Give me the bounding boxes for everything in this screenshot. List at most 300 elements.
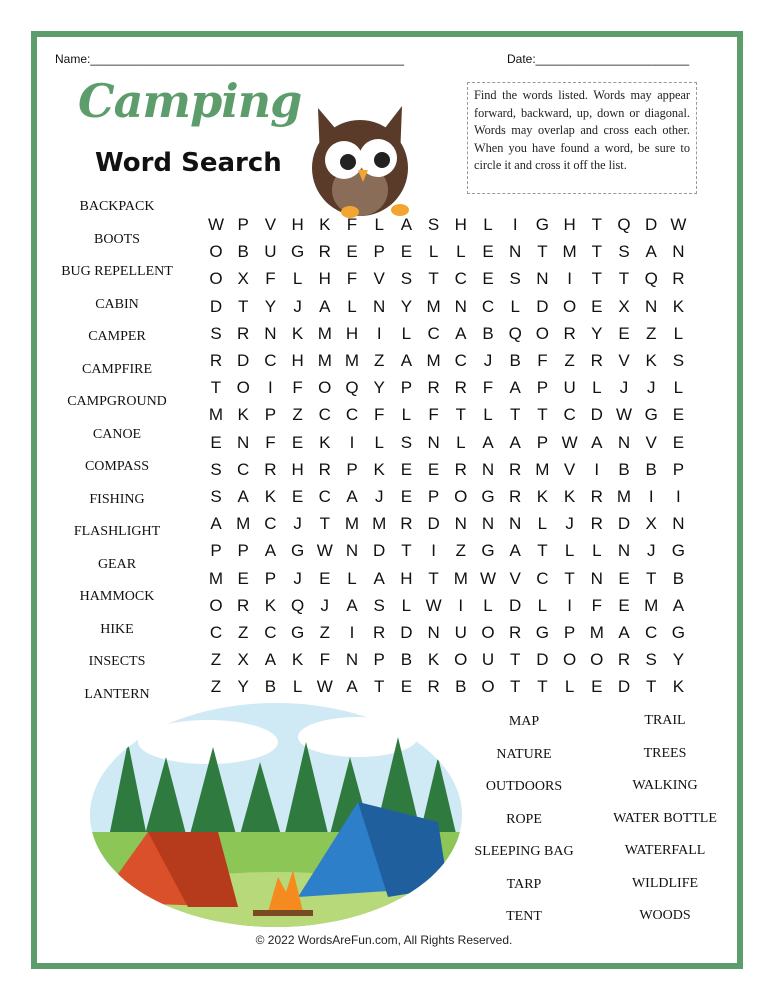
grid-letter: D xyxy=(427,514,440,534)
grid-letter: E xyxy=(618,568,630,588)
grid-letter: G xyxy=(535,623,549,642)
grid-letter: R xyxy=(509,487,522,506)
grid-letter: S xyxy=(210,459,222,479)
grid-letter: T xyxy=(618,269,630,289)
grid-letter: M xyxy=(344,351,360,370)
grid-letter: V xyxy=(509,568,521,588)
word-list-item: ROPE xyxy=(506,811,542,827)
grid-letter: W xyxy=(479,568,497,588)
grid-letter: E xyxy=(400,459,413,479)
grid-letter: L xyxy=(401,323,412,343)
grid-letter: K xyxy=(536,487,549,506)
grid-letter: B xyxy=(400,650,413,670)
grid-letter: H xyxy=(400,568,413,588)
grid-letter: M xyxy=(208,568,224,588)
grid-letter: G xyxy=(481,541,495,561)
grid-letter: N xyxy=(454,296,467,316)
grid-letter: C xyxy=(563,405,576,425)
grid-letter: I xyxy=(512,215,518,234)
grid-letter: V xyxy=(264,215,277,234)
grid-letter: H xyxy=(563,215,576,234)
grid-letter: L xyxy=(292,269,303,289)
grid-letter: O xyxy=(481,677,495,697)
grid-letter: T xyxy=(428,568,439,588)
word-list-item: HIKE xyxy=(100,621,134,637)
grid-letter: K xyxy=(672,296,685,316)
grid-letter: D xyxy=(509,595,522,615)
word-list-item: WOODS xyxy=(639,908,691,923)
grid-letter: A xyxy=(482,432,494,452)
grid-letter: P xyxy=(210,541,222,561)
grid-letter: F xyxy=(428,405,439,425)
grid-letter: N xyxy=(481,514,495,534)
grid-letter: M xyxy=(317,323,332,343)
grid-letter: C xyxy=(481,296,495,316)
word-list-item: COMPASS xyxy=(84,459,150,474)
grid-letter: A xyxy=(509,432,521,452)
grid-letter: L xyxy=(401,595,412,615)
grid-letter: P xyxy=(264,568,277,588)
grid-letter: T xyxy=(537,677,548,697)
grid-letter: R xyxy=(590,487,603,506)
grid-letter: J xyxy=(646,378,656,398)
grid-letter: G xyxy=(290,242,305,262)
date-field: Date:_______________________ xyxy=(507,52,690,66)
grid-letter: L xyxy=(592,378,602,398)
word-list-item: TENT xyxy=(506,909,542,924)
grid-letter: R xyxy=(590,514,603,534)
grid-letter: T xyxy=(509,677,521,697)
grid-letter: A xyxy=(210,514,222,534)
grid-letter: T xyxy=(237,296,249,316)
grid-letter: R xyxy=(318,459,331,479)
grid-letter: K xyxy=(645,351,657,370)
word-list-item: NATURE xyxy=(496,746,552,762)
grid-letter: E xyxy=(237,568,249,588)
grid-letter: J xyxy=(293,568,302,588)
grid-letter: B xyxy=(645,459,657,479)
grid-letter: L xyxy=(456,432,466,452)
grid-letter: F xyxy=(591,595,602,615)
grid-letter: E xyxy=(672,432,685,452)
grid-letter: N xyxy=(237,432,250,452)
grid-letter: I xyxy=(594,459,600,479)
grid-letter: F xyxy=(482,378,494,398)
grid-letter: W xyxy=(561,432,578,452)
grid-letter: Q xyxy=(617,215,631,234)
grid-letter: B xyxy=(264,677,277,697)
grid-letter: B xyxy=(237,242,249,262)
word-list-item: WILDLIFE xyxy=(631,875,699,891)
grid-letter: W xyxy=(425,595,442,615)
grid-letter: L xyxy=(537,514,548,534)
grid-letter: G xyxy=(481,487,495,506)
grid-letter: N xyxy=(345,650,359,670)
grid-letter: U xyxy=(264,242,277,262)
grid-letter: V xyxy=(618,351,630,370)
grid-letter: S xyxy=(618,242,630,262)
grid-letter: S xyxy=(210,487,222,506)
word-list-item: LANTERN xyxy=(84,686,150,702)
grid-letter: E xyxy=(672,405,685,425)
grid-letter: G xyxy=(290,623,305,642)
grid-letter: N xyxy=(590,568,603,588)
grid-letter: R xyxy=(454,459,467,479)
grid-letter: A xyxy=(509,541,521,561)
owl-illustration xyxy=(300,98,420,223)
grid-letter: Y xyxy=(373,378,385,398)
grid-letter: B xyxy=(482,323,494,343)
grid-letter: E xyxy=(618,323,630,343)
grid-letter: R xyxy=(400,514,413,534)
grid-letter: T xyxy=(401,541,412,561)
grid-letter: R xyxy=(209,351,223,370)
grid-letter: J xyxy=(483,351,493,370)
grid-letter: T xyxy=(537,242,548,262)
grid-letter: H xyxy=(291,351,304,370)
grid-letter: N xyxy=(427,432,440,452)
grid-letter: Z xyxy=(210,650,222,670)
grid-letter: A xyxy=(346,487,358,506)
grid-letter: L xyxy=(292,677,303,697)
grid-letter: U xyxy=(454,623,467,642)
grid-letter: P xyxy=(373,242,385,262)
grid-letter: P xyxy=(237,541,249,561)
grid-letter: Z xyxy=(564,351,575,370)
grid-letter: E xyxy=(291,487,304,506)
instructions-box: Find the words listed. Words may appear forward, backward, up, down or diagonal. Words may overlap and cross each other. When you have found a word, be sure to circle it and cross it off the list. xyxy=(467,82,697,194)
grid-letter: L xyxy=(564,541,575,561)
grid-letter: A xyxy=(672,595,685,615)
grid-letter: A xyxy=(319,296,331,316)
word-list-item: FISHING xyxy=(89,491,145,507)
grid-letter: A xyxy=(264,541,277,561)
grid-letter: W xyxy=(615,405,633,425)
grid-letter: Y xyxy=(264,296,277,316)
grid-letter: T xyxy=(591,242,602,262)
grid-letter: J xyxy=(374,487,384,506)
grid-letter: J xyxy=(293,514,302,534)
grid-letter: O xyxy=(236,378,250,398)
word-list-item: CAMPFIRE xyxy=(81,361,153,377)
grid-letter: D xyxy=(373,541,386,561)
grid-letter: W xyxy=(670,215,687,234)
grid-letter: E xyxy=(400,242,413,262)
grid-letter: G xyxy=(290,541,305,561)
grid-letter: Z xyxy=(373,351,385,370)
grid-letter: D xyxy=(209,296,223,316)
grid-letter: Y xyxy=(400,296,413,316)
grid-letter: K xyxy=(237,405,249,425)
grid-letter: N xyxy=(373,296,386,316)
grid-letter: R xyxy=(509,459,522,479)
grid-letter: M xyxy=(562,242,577,262)
grid-letter: S xyxy=(672,351,685,370)
grid-letter: T xyxy=(645,677,657,697)
grid-letter: K xyxy=(264,595,277,615)
grid-letter: E xyxy=(427,459,440,479)
grid-letter: J xyxy=(646,541,656,561)
grid-letter: T xyxy=(319,514,330,534)
grid-letter: C xyxy=(237,459,250,479)
grid-letter: I xyxy=(376,323,382,343)
grid-letter: O xyxy=(535,323,549,343)
grid-letter: Q xyxy=(508,323,522,343)
grid-letter: N xyxy=(345,541,359,561)
grid-letter: K xyxy=(373,459,385,479)
grid-letter: I xyxy=(567,595,572,615)
grid-letter: L xyxy=(483,215,493,234)
word-list-item: TRAIL xyxy=(644,713,686,728)
grid-letter: D xyxy=(617,514,631,534)
grid-letter: P xyxy=(672,459,685,479)
grid-letter: S xyxy=(400,269,413,289)
grid-letter: T xyxy=(428,269,439,289)
grid-letter: O xyxy=(590,650,604,670)
grid-letter: O xyxy=(209,242,223,262)
grid-letter: P xyxy=(536,378,549,398)
word-list-item: CAMPER xyxy=(88,329,146,344)
grid-letter: Y xyxy=(672,650,685,670)
grid-letter: R xyxy=(590,351,603,370)
grid-letter: C xyxy=(318,487,331,506)
grid-letter: O xyxy=(209,595,223,615)
grid-letter: L xyxy=(483,405,493,425)
grid-letter: N xyxy=(536,269,549,289)
word-list-item: MAP xyxy=(508,714,540,729)
grid-letter: N xyxy=(617,541,631,561)
grid-letter: N xyxy=(481,459,495,479)
grid-letter: J xyxy=(619,378,629,398)
grid-letter: E xyxy=(291,432,304,452)
grid-letter: E xyxy=(482,269,494,289)
grid-letter: E xyxy=(400,487,413,506)
grid-letter: L xyxy=(347,296,357,316)
grid-letter: M xyxy=(535,459,550,479)
grid-letter: A xyxy=(373,568,385,588)
grid-letter: T xyxy=(645,568,657,588)
word-list-item: BACKPACK xyxy=(79,199,155,214)
grid-letter: X xyxy=(237,269,249,289)
grid-letter: W xyxy=(316,677,333,697)
word-list-item: HAMMOCK xyxy=(79,589,155,604)
grid-letter: Z xyxy=(210,677,222,697)
grid-letter: D xyxy=(400,623,413,642)
grid-letter: T xyxy=(564,568,575,588)
grid-letter: K xyxy=(319,432,331,452)
grid-letter: K xyxy=(264,487,277,506)
grid-letter: I xyxy=(676,487,681,506)
word-list-item: WALKING xyxy=(632,778,698,793)
grid-letter: G xyxy=(671,541,685,561)
grid-letter: R xyxy=(373,623,386,642)
grid-letter: P xyxy=(346,459,358,479)
grid-letter: O xyxy=(562,650,577,670)
grid-letter: H xyxy=(291,215,304,234)
grid-letter: T xyxy=(537,541,548,561)
page-title: Camping xyxy=(78,74,302,128)
grid-letter: W xyxy=(316,541,333,561)
grid-letter: N xyxy=(509,242,522,262)
grid-letter: M xyxy=(616,487,632,506)
grid-letter: H xyxy=(454,215,467,234)
grid-letter: M xyxy=(317,351,332,370)
grid-letter: T xyxy=(537,405,548,425)
grid-letter: T xyxy=(509,650,521,670)
grid-letter: R xyxy=(264,459,277,479)
grid-letter: N xyxy=(509,514,522,534)
grid-letter: S xyxy=(400,432,413,452)
grid-letter: Q xyxy=(644,269,658,289)
grid-letter: L xyxy=(347,568,357,588)
grid-letter: D xyxy=(645,215,658,234)
grid-letter: M xyxy=(344,514,360,534)
grid-letter: V xyxy=(563,459,576,479)
grid-letter: L xyxy=(510,296,520,316)
grid-letter: F xyxy=(265,432,276,452)
grid-letter: O xyxy=(562,296,577,316)
grid-letter: H xyxy=(291,459,304,479)
grid-letter: L xyxy=(374,215,384,234)
grid-letter: C xyxy=(264,623,277,642)
grid-letter: X xyxy=(645,514,657,534)
grid-letter: O xyxy=(209,269,223,289)
grid-letter: L xyxy=(483,595,493,615)
grid-letter: M xyxy=(644,595,659,615)
grid-letter: G xyxy=(535,215,549,234)
grid-letter: A xyxy=(400,351,413,370)
grid-letter: C xyxy=(454,351,467,370)
grid-letter: L xyxy=(673,323,684,343)
grid-letter: P xyxy=(563,623,576,642)
grid-letter: L xyxy=(537,595,548,615)
word-list-item: FLASHLIGHT xyxy=(73,524,161,539)
page-subtitle: Word Search xyxy=(95,148,282,178)
grid-letter: A xyxy=(400,215,413,234)
grid-letter: F xyxy=(265,269,276,289)
grid-letter: D xyxy=(617,677,631,697)
grid-letter: B xyxy=(455,677,467,697)
grid-letter: Q xyxy=(345,378,359,398)
grid-letter: E xyxy=(482,242,494,262)
word-list-item: SLEEPING BAG xyxy=(474,844,574,859)
grid-letter: S xyxy=(373,595,385,615)
grid-letter: N xyxy=(672,242,685,262)
grid-letter: O xyxy=(481,623,495,642)
grid-letter: D xyxy=(237,351,250,370)
grid-letter: M xyxy=(453,568,468,588)
word-list-item: CABIN xyxy=(95,296,139,312)
grid-letter: I xyxy=(349,623,355,642)
grid-letter: A xyxy=(346,677,358,697)
grid-letter: M xyxy=(208,405,224,425)
grid-letter: K xyxy=(319,215,331,234)
grid-letter: C xyxy=(264,351,277,370)
grid-letter: M xyxy=(426,351,441,370)
word-list-item: TREES xyxy=(643,745,687,761)
grid-letter: J xyxy=(293,296,302,316)
grid-letter: S xyxy=(427,215,440,234)
grid-letter: M xyxy=(236,514,251,534)
grid-letter: R xyxy=(563,323,576,343)
grid-letter: E xyxy=(400,677,413,697)
grid-letter: T xyxy=(210,378,222,398)
grid-letter: L xyxy=(592,541,602,561)
campsite-illustration xyxy=(88,702,464,928)
word-list-item: WATER BOTTLE xyxy=(613,810,717,826)
grid-letter: E xyxy=(210,432,222,452)
grid-letter: K xyxy=(563,487,576,506)
grid-letter: R xyxy=(237,323,250,343)
grid-letter: X xyxy=(237,650,249,670)
grid-letter: Y xyxy=(591,323,603,343)
name-field: Name:_______________________________________________ xyxy=(55,52,405,66)
grid-letter: N xyxy=(645,296,658,316)
grid-letter: P xyxy=(427,487,440,506)
grid-letter: I xyxy=(648,487,654,506)
grid-letter: G xyxy=(671,623,685,642)
grid-letter: L xyxy=(673,378,684,398)
word-list-item: WATERFALL xyxy=(624,843,706,858)
grid-letter: F xyxy=(346,215,358,234)
grid-letter: F xyxy=(319,650,330,670)
grid-letter: M xyxy=(589,623,604,642)
grid-letter: B xyxy=(509,351,521,370)
grid-letter: O xyxy=(454,487,468,506)
grid-letter: Z xyxy=(455,541,466,561)
grid-letter: B xyxy=(672,568,685,588)
grid-letter: T xyxy=(455,405,466,425)
grid-letter: C xyxy=(427,323,440,343)
grid-letter: T xyxy=(591,215,602,234)
grid-letter: K xyxy=(427,650,440,670)
grid-letter: A xyxy=(264,650,277,670)
grid-letter: I xyxy=(458,595,464,615)
grid-letter: T xyxy=(591,269,602,289)
grid-letter: M xyxy=(372,514,387,534)
grid-letter: K xyxy=(291,323,304,343)
grid-letter: A xyxy=(591,432,603,452)
grid-letter: R xyxy=(454,378,467,398)
word-list-item: OUTDOORS xyxy=(485,779,563,794)
grid-letter: C xyxy=(536,568,549,588)
word-list-item: INSECTS xyxy=(88,654,146,669)
grid-letter: F xyxy=(292,378,303,398)
grid-letter: J xyxy=(320,595,330,615)
grid-letter: C xyxy=(454,269,467,289)
grid-letter: E xyxy=(591,296,603,316)
word-list-item: TARP xyxy=(506,876,542,892)
grid-letter: K xyxy=(672,677,685,697)
grid-letter: U xyxy=(563,378,576,398)
grid-letter: R xyxy=(427,677,440,697)
grid-letter: Y xyxy=(237,677,249,697)
grid-letter: U xyxy=(481,650,495,670)
grid-letter: P xyxy=(264,405,277,425)
grid-letter: N xyxy=(427,623,440,642)
grid-letter: I xyxy=(349,432,355,452)
grid-letter: T xyxy=(509,405,521,425)
grid-letter: F xyxy=(373,405,385,425)
grid-letter: R xyxy=(617,650,631,670)
grid-letter: R xyxy=(237,595,250,615)
grid-letter: R xyxy=(318,242,331,262)
grid-letter: S xyxy=(210,323,222,343)
grid-letter: A xyxy=(509,378,521,398)
grid-letter: Z xyxy=(292,405,303,425)
grid-letter: E xyxy=(319,568,331,588)
grid-letter: I xyxy=(431,541,436,561)
